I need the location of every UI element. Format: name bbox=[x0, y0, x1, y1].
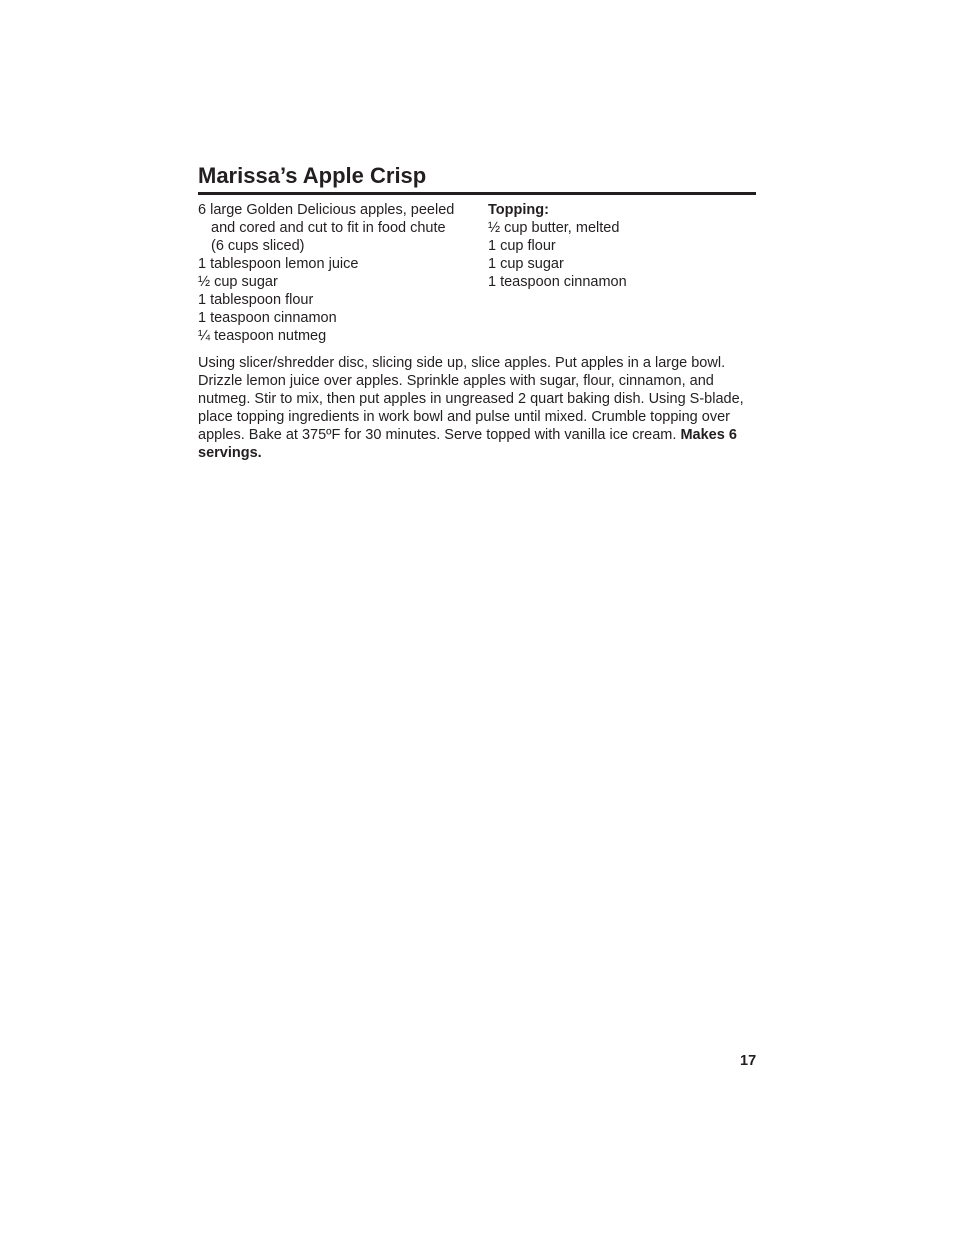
topping-item: 1 cup flour bbox=[488, 238, 556, 254]
topping-heading: Topping: bbox=[488, 202, 549, 218]
ingredient-item: 1 tablespoon lemon juice bbox=[198, 256, 359, 272]
title-rule bbox=[198, 192, 756, 195]
method-paragraph bbox=[198, 354, 758, 462]
ingredients-list bbox=[198, 201, 478, 345]
topping-item: 1 teaspoon cinnamon bbox=[488, 274, 627, 290]
page-number: 17 bbox=[740, 1053, 757, 1069]
ingredient-item: 1 teaspoon cinnamon bbox=[198, 310, 337, 326]
ingredient-item: 1 tablespoon flour bbox=[198, 292, 314, 308]
method-text: Using slicer/shredder disc, slicing side up, slice apples. Put apples in a large bowl. Drizzle lemon juice over apples. Sprinkle apples with sugar, flour, cinnamon, and nutmeg. Stir to mix, then put apples in ungreased 2 quart baking dish. Using S-blade, place topping ingredients in work bowl and pulse until mixed. Crumble topping over apples. Bake at 375ºF for 30 minutes. Serve topped with vanilla ice cream. bbox=[198, 355, 744, 443]
ingredient-item: ¼ teaspoon nutmeg bbox=[198, 328, 327, 344]
topping-item: ½ cup butter, melted bbox=[488, 220, 620, 236]
topping-item: 1 cup sugar bbox=[488, 256, 564, 272]
yield-text: Makes 6 servings. bbox=[198, 427, 737, 461]
recipe-title: Marissa’s Apple Crisp bbox=[198, 163, 427, 188]
ingredient-item: ½ cup sugar bbox=[198, 274, 278, 290]
topping-list bbox=[488, 201, 756, 291]
ingredient-item: 6 large Golden Delicious apples, peeled and cored and cut to fit in food chute (6 cups sliced) bbox=[198, 202, 455, 254]
